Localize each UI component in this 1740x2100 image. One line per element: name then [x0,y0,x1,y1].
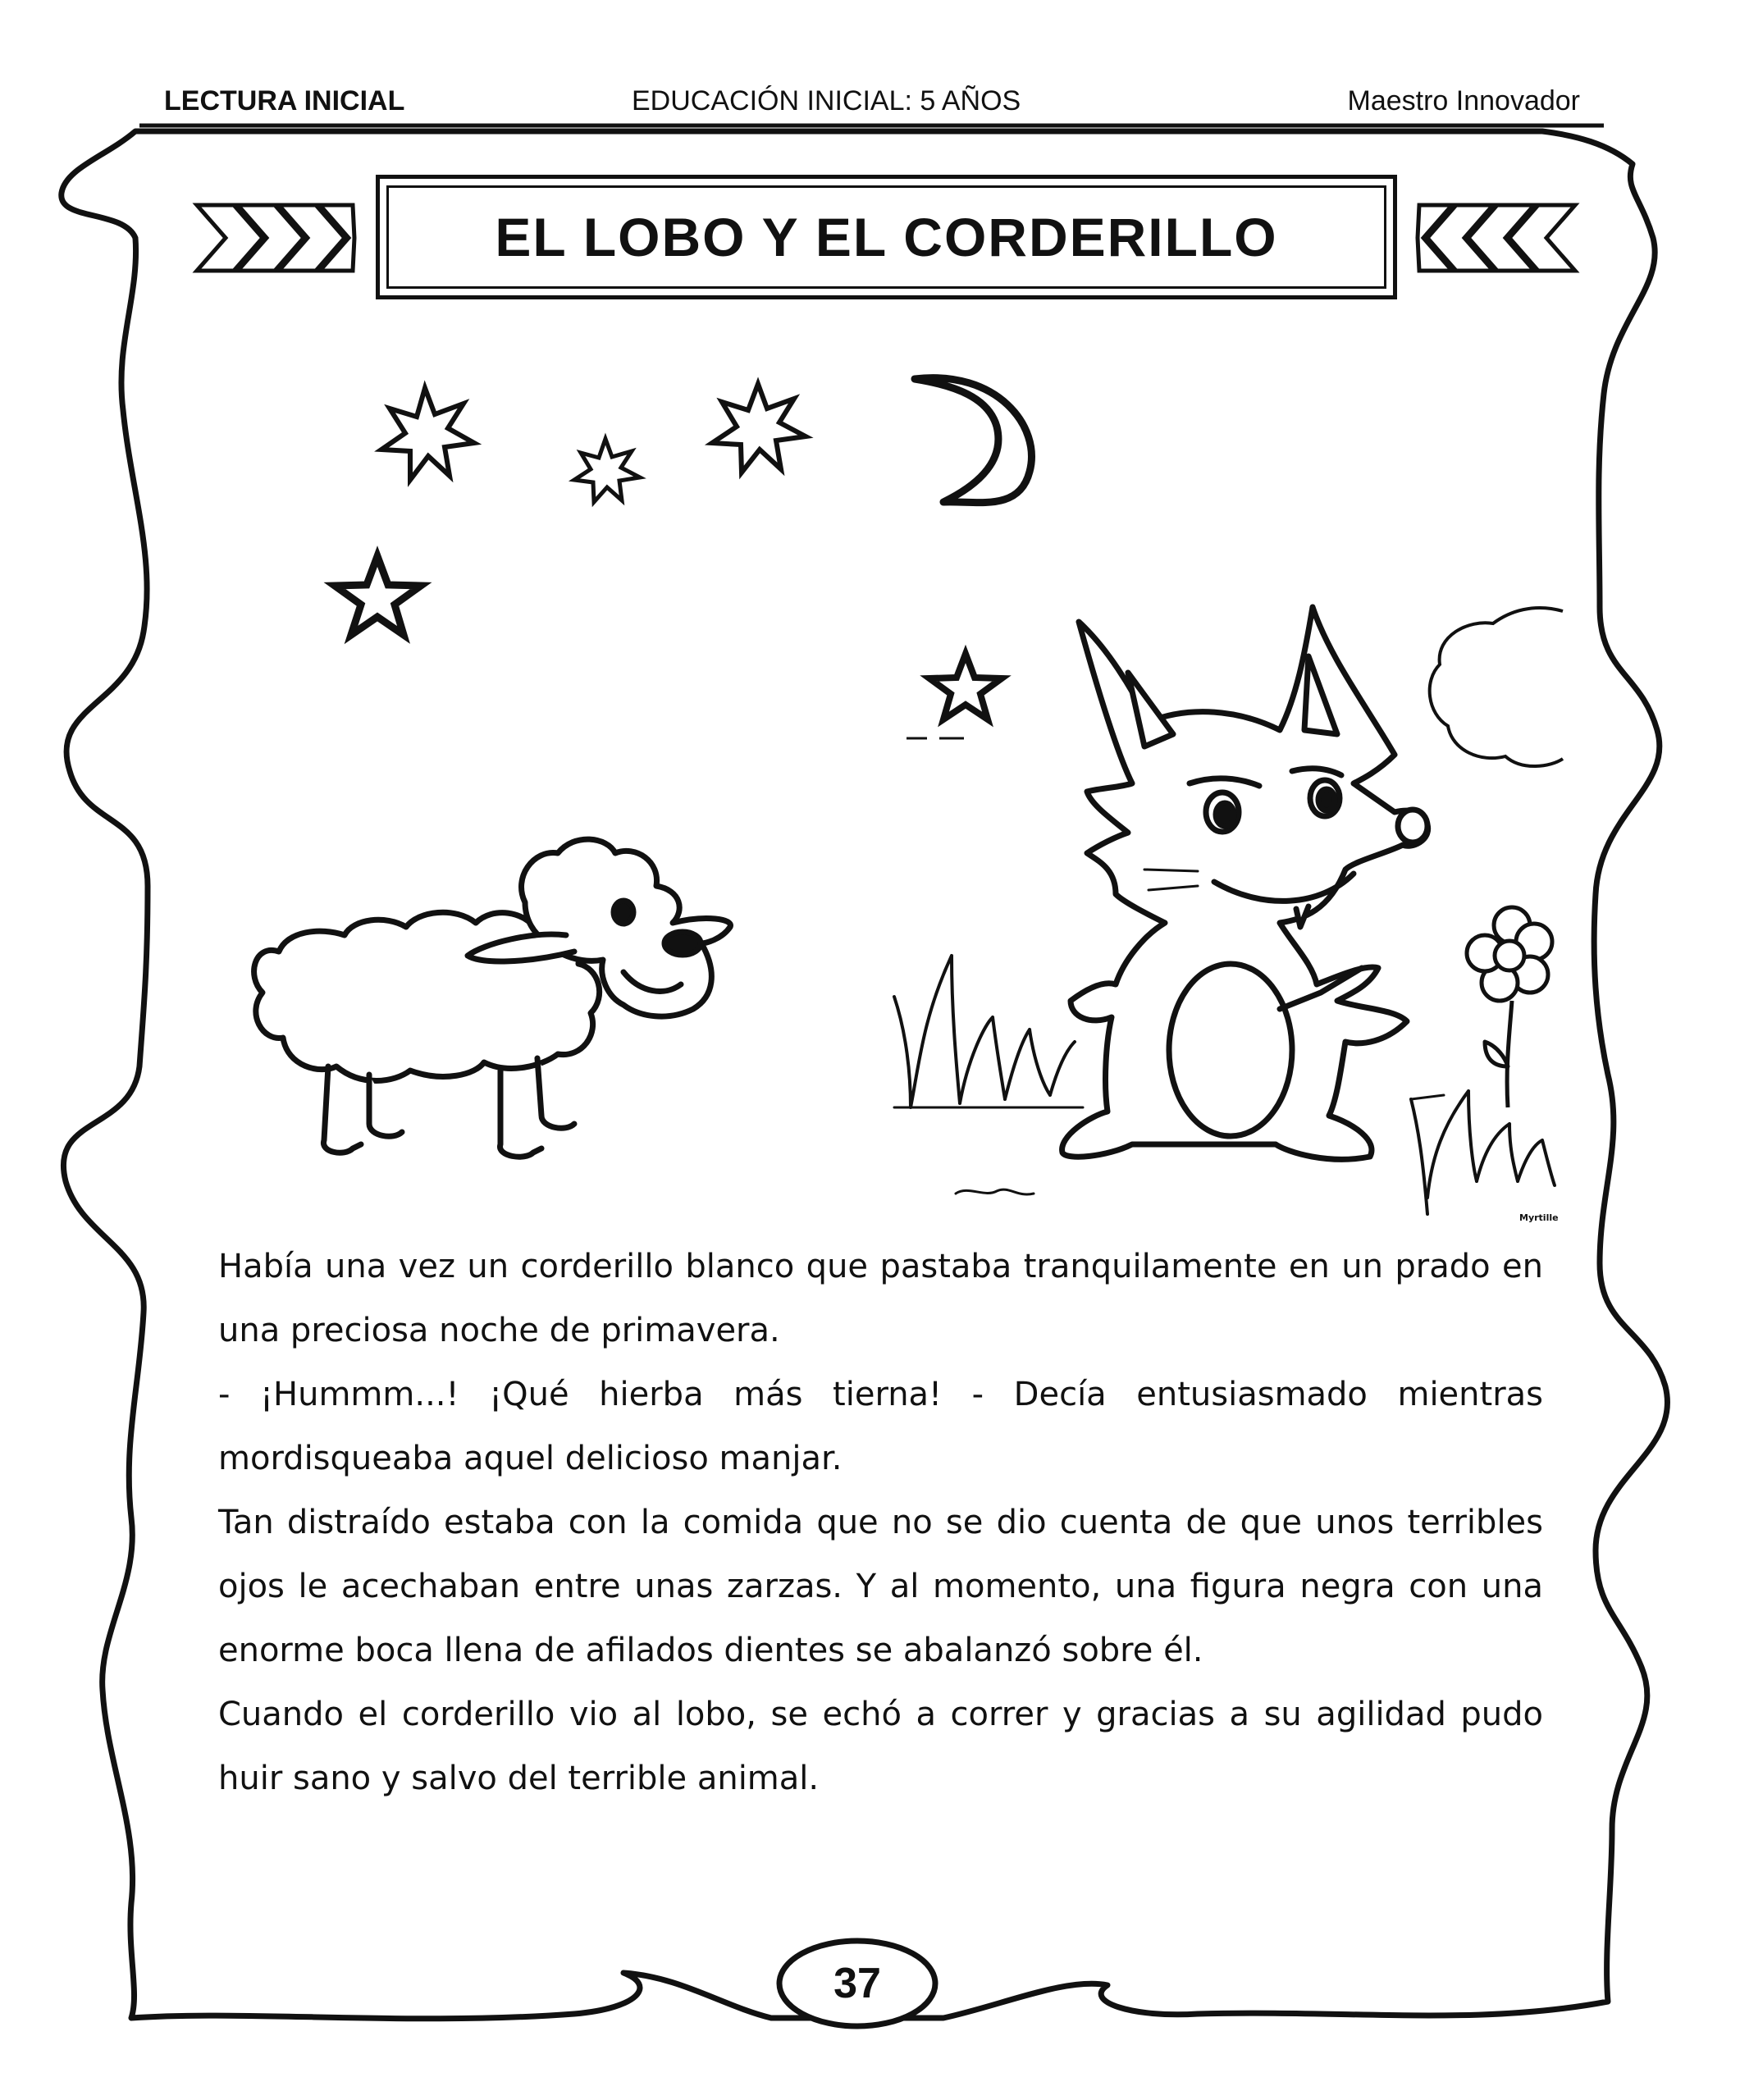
sparkle-star-icon [574,439,640,502]
header-left: LECTURA INICIAL [164,85,405,116]
cloud-icon [1430,608,1563,766]
right-chevrons-icon [1418,205,1575,271]
header-center: EDUCACIÓN INICIAL: 5 AÑOS [632,85,1021,116]
left-chevrons-icon [197,205,354,271]
flower-icon [1467,907,1552,1107]
illustrator-signature: Myrtille [1519,1212,1559,1223]
sparkle-star-icon [381,388,474,480]
page-title: EL LOBO Y EL CORDERILLO [495,207,1278,267]
story-paragraph: Cuando el corderillo vio al lobo, se echó a correr y gracias a su agilidad pudo huir sano y salvo del terrible animal. [218,1696,1543,1797]
title-banner [376,175,1397,299]
page-number-badge [783,1942,931,2025]
lamb-icon [254,839,731,1157]
story-paragraph: - ¡Hummm...! ¡Qué hierba más tierna! - Decía entusiasmado mientras mordisqueaba aquel delicioso manjar. [218,1376,1543,1477]
header-right: Maestro Innovador [1347,85,1580,116]
page-number: 37 [833,1960,881,2007]
story-paragraph: Había una vez un corderillo blanco que pastaba tranquilamente en un prado en una preciosa noche de primavera. [218,1248,1543,1349]
story-paragraph: Tan distraído estaba con la comida que no se dio cuenta de que unos terribles ojos le acechaban entre unas zarzas. Y al momento, una figura negra con una enorme boca llena de afilados dientes se abalanzó sobre él. [218,1504,1543,1669]
star-icon [335,556,421,635]
crescent-moon-icon [915,378,1031,503]
wolf-icon [1062,607,1428,1159]
sparkle-star-icon [712,384,806,472]
star-icon [929,654,1002,719]
story-text [218,1235,1543,1810]
